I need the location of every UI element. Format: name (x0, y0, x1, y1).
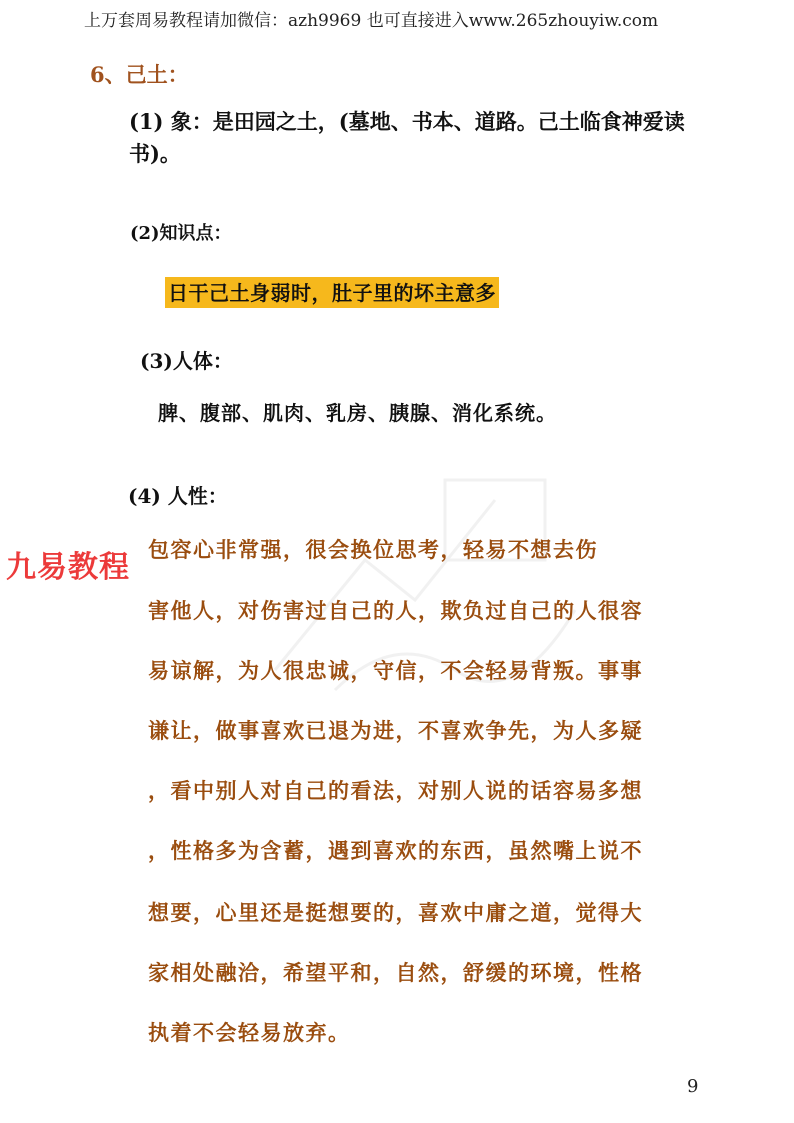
paragraph-line: 执着不会轻易放弃。 (148, 1020, 351, 1045)
page-number: 9 (687, 1076, 699, 1097)
paragraph-line: ，性格多为含蓄，遇到喜欢的东西，虽然嘴上说不 (148, 838, 643, 863)
paragraph-line: 家相处融洽，希望平和，自然，舒缓的环境，性格 (148, 960, 643, 985)
paragraph-line: 包容心非常强，很会换位思考，轻易不想去伤 (148, 537, 598, 562)
section-title: 6、己土： (90, 62, 189, 87)
highlighted-knowledge-point: 日干己土身弱时，肚子里的坏主意多 (165, 277, 499, 308)
personality-label: (4) 人性： (128, 484, 228, 508)
logo: 九易教程 (6, 550, 130, 585)
paragraph-line: 害他人，对伤害过自己的人，欺负过自己的人很容 (148, 598, 643, 623)
paragraph-line: 谦让，做事喜欢已退为进，不喜欢争先，为人多疑 (148, 718, 643, 743)
paragraph-line: ，看中别人对自己的看法，对别人说的话容易多想 (148, 778, 643, 803)
body-parts-content: 脾、腹部、肌肉、乳房、胰腺、消化系统。 (158, 401, 557, 425)
body-parts-label: (3)人体： (140, 349, 233, 373)
knowledge-point-label: (2)知识点： (130, 223, 232, 244)
paragraph-line: 易谅解，为人很忠诚，守信，不会轻易背叛。事事 (148, 658, 643, 683)
header-banner: 上万套周易教程请加微信：azh9969 也可直接进入www.265zhouyiw.com (84, 11, 659, 31)
xiang-paragraph: (1) 象：是田园之土，(墓地、书本、道路。己土临食神爱读书)。 (129, 109, 685, 166)
paragraph-line: 想要，心里还是挺想要的，喜欢中庸之道，觉得大 (148, 900, 643, 925)
